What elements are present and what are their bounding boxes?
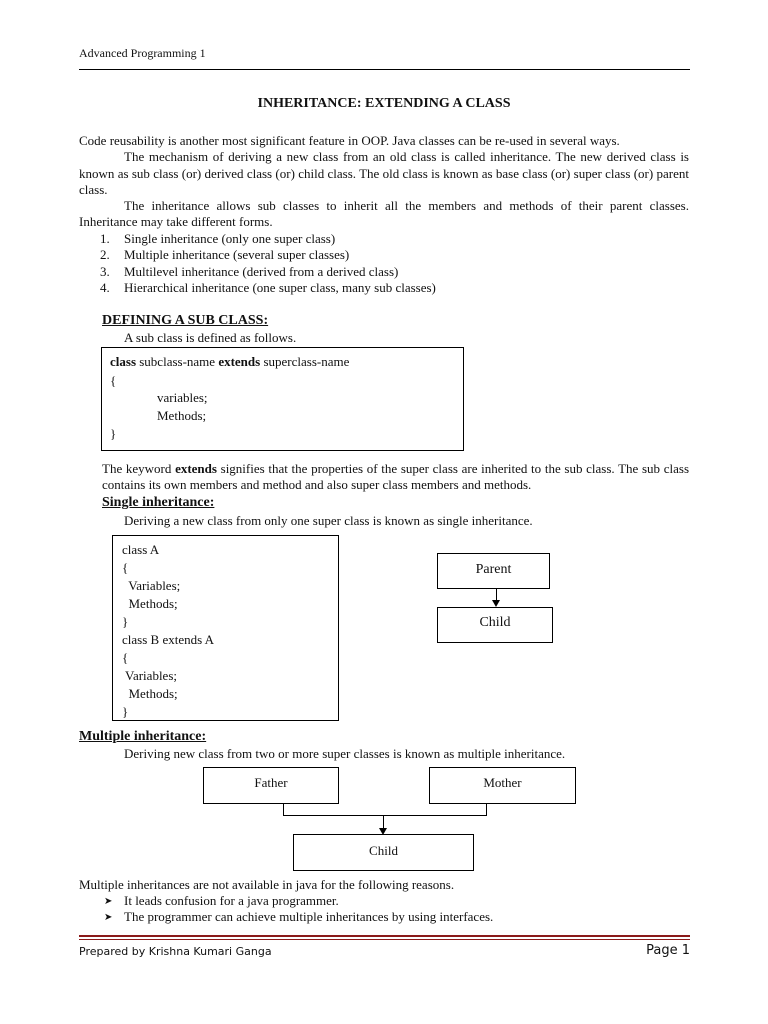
father-box: Father — [203, 767, 339, 804]
single-inheritance-heading: Single inheritance: — [102, 495, 215, 510]
list-item: 4. Hierarchical inheritance (one super class, many sub classes) — [100, 279, 436, 295]
code-line: { — [122, 650, 129, 665]
footer-divider — [79, 935, 690, 937]
document-title: INHERITANCE: EXTENDING A CLASS — [257, 96, 511, 111]
list-item: 2. Multiple inheritance (several super classes) — [100, 247, 350, 263]
footer-divider — [79, 939, 690, 940]
list-item: ➤ It leads confusion for a java programmer. — [104, 893, 493, 909]
single-inheritance-desc: Deriving a new class from only one super class is known as single inheritance. — [124, 513, 533, 528]
arrow-down-icon — [492, 600, 500, 607]
code-line: Variables; — [122, 578, 181, 593]
intro-text-2: The mechanism of deriving a new class from an old class is called inheritance. The new derived class is known as sub class (or) derived class (or) child class. The old class is known as base class (or) super class (or) parent class. — [79, 149, 689, 197]
reasons-list — [104, 893, 493, 926]
code-line: class A — [122, 542, 160, 557]
multiple-child-box: Child — [293, 834, 474, 871]
list-item: ➤ The programmer can achieve multiple inheritances by using interfaces. — [104, 909, 493, 925]
list-item: 3. Multilevel inheritance (derived from a derived class) — [100, 263, 399, 279]
syntax-variables: variables; — [157, 390, 208, 405]
code-line: } — [122, 614, 129, 629]
multiple-inheritance-heading: Multiple inheritance: — [79, 729, 207, 744]
arrow-bullet-icon: ➤ — [104, 912, 113, 924]
child-connector — [383, 815, 384, 829]
intro-text-3: The inheritance allows sub classes to inherit all the members and methods of their parent classes. Inheritance may take different forms. — [79, 198, 689, 230]
code-line: Variables; — [122, 668, 177, 683]
list-item: 1. Single inheritance (only one super class) — [100, 231, 336, 246]
child-box: Child — [437, 607, 553, 643]
parent-box: Parent — [437, 553, 550, 589]
syntax-open-brace: { — [110, 373, 117, 388]
multiple-inheritance-desc: Deriving new class from two or more super classes is known as multiple inheritance. — [124, 746, 566, 761]
code-line: } — [122, 704, 129, 719]
page-number: Page 1 — [646, 943, 690, 958]
intro-paragraph — [79, 133, 689, 231]
syntax-close-brace: } — [110, 426, 117, 441]
reasons-intro: Multiple inheritances are not available in java for the following reasons. — [79, 877, 455, 892]
code-line: { — [122, 560, 129, 575]
inheritance-forms-list — [100, 231, 436, 296]
single-inheritance-code-box — [112, 535, 339, 721]
mother-box: Mother — [429, 767, 576, 804]
defining-intro: A sub class is defined as follows. — [124, 330, 297, 345]
defining-heading: DEFINING A SUB CLASS: — [102, 313, 269, 328]
code-line: Methods; — [122, 686, 178, 701]
subclass-syntax-box — [101, 347, 464, 451]
arrow-bullet-icon: ➤ — [104, 896, 113, 907]
footer-author: Prepared by Krishna Kumari Ganga — [79, 945, 272, 958]
code-line: class B extends A — [122, 632, 215, 647]
page-header: Advanced Programming 1 — [79, 46, 206, 60]
extends-explanation: The keyword extends signifies that the properties of the super class are inherited to the sub class. The sub class contains its own members and method and also super class members and methods. — [102, 461, 690, 493]
syntax-line: class subclass-name extends superclass-name — [110, 354, 350, 369]
join-line — [283, 815, 487, 816]
code-line: Methods; — [122, 596, 178, 611]
intro-text-1: Code reusability is another most significant feature in OOP. Java classes can be re-used in several ways. — [79, 133, 620, 148]
header-divider — [79, 69, 690, 70]
syntax-methods: Methods; — [157, 408, 207, 423]
